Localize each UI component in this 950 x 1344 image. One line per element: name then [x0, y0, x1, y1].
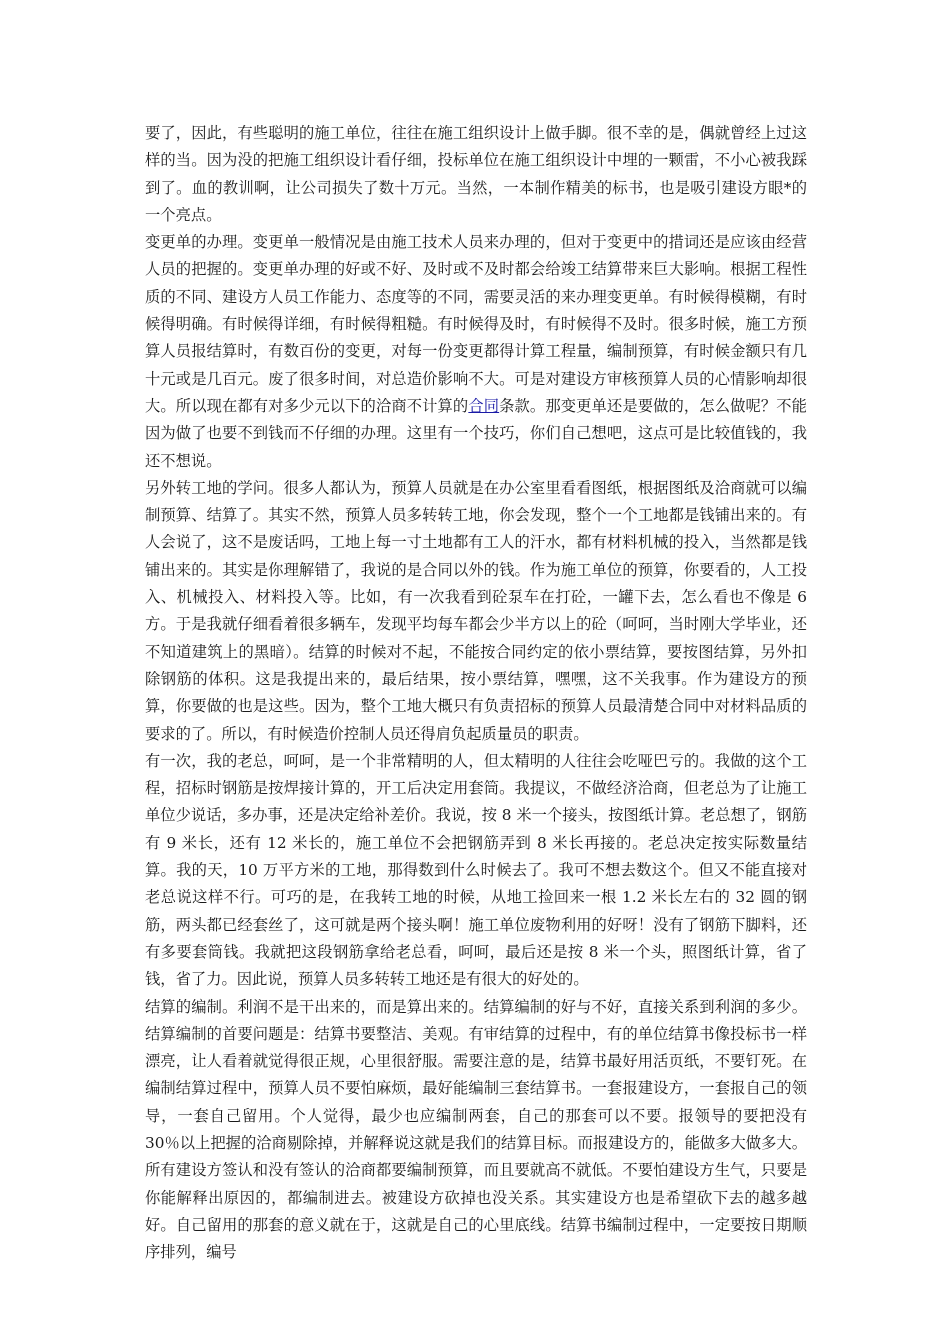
document-page [145, 120, 807, 1266]
paragraph-settlement-preparation: 结算的编制。利润不是干出来的，而是算出来的。结算编制的好与不好，直接关系到利润的多少。结算编制的首要问题是：结算书要整洁、美观。有审结算的过程中，有的单位结算书像投标书一样漂亮，让人看着就觉得很正规，心里很舒服。需要注意的是，结算书最好用活页纸，不要钉死。在编制结算过程中，预算人员不要怕麻烦，最好能编制三套结算书。一套报建设方，一套报自己的领导，一套自己留用。个人觉得，最少也应编制两套，自己的那套可以不要。报领导的要把没有 30％以上把握的洽商剔除掉，并解释说这就是我们的结算目标。而报建设方的，能做多大做多大。所有建设方签认和没有签认的洽商都要编制预算，而且要就高不就低。不要怕建设方生气，只要是你能解释出原因的，都编制进去。被建设方砍掉也没关系。其实建设方也是希望砍下去的越多越好。自己留用的那套的意义就在于，这就是自己的心里底线。结算书编制过程中，一定要按日期顺序排列，编号 [145, 997, 807, 1262]
contract-link[interactable]: 合同 [468, 396, 500, 415]
paragraph-rebar-story: 有一次，我的老总，呵呵，是一个非常精明的人，但太精明的人往往会吃哑巴亏的。我做的这个工程，招标时钢筋是按焊接计算的，开工后决定用套筒。我提议，不做经济洽商，但老总为了让施工单位少说话，多办事，还是决定给补差价。我说，按 8 米一个接头，按图纸计算。老总想了，钢筋有 9 米长，还有 12 米长的，施工单位不会把钢筋弄到 8 米长再接的。老总决定按实际数量结算。我的天，10 万平方米的工地，那得数到什么时候去了。我可不想去数这个。但又不能直接对老总说这样不行。可巧的是，在我转工地的时候，从地工捡回来一根 1.2 米长左右的 32 圆的钢筋，两头都已经套丝了，这可就是两个接头啊！施工单位废物利用的好呀！没有了钢筋下脚料，还有多要套筒钱。我就把这段钢筋拿给老总看，呵呵，最后还是按 8 米一个头，照图纸计算，省了钱，省了力。因此说，预算人员多转转工地还是有很大的好处的。 [145, 751, 807, 989]
paragraph-site-visits: 另外转工地的学问。很多人都认为，预算人员就是在办公室里看看图纸，根据图纸及洽商就可以编制预算、结算了。其实不然，预算人员多转转工地，你会发现，整个一个工地都是钱铺出来的。有人会说了，这不是废话吗，工地上每一寸土地都有工人的汗水，都有材料机械的投入，当然都是钱铺出来的。其实是你理解错了，我说的是合同以外的钱。作为施工单位的预算，你要看的，人工投入、机械投入、材料投入等。比如，有一次我看到砼泵车在打砼，一罐下去，怎么看也不像是 6 方。于是我就仔细看着很多辆车，发现平均每车都会少半方以上的砼（呵呵，当时刚大学毕业，还不知道建筑上的黑暗）。结算的时候对不起，不能按合同约定的依小票结算，要按图结算，另外扣除钢筋的体积。这是我提出来的，最后结果，按小票结算，嘿嘿，这不关我事。作为建设方的预算，你要做的也是这些。因为，整个工地大概只有负责招标的预算人员最清楚合同中对材料品质的要求的了。所以，有时候造价控制人员还得肩负起质量员的职责。 [145, 478, 807, 743]
paragraph-change-orders-text-1: 变更单的办理。变更单一般情况是由施工技术人员来办理的，但对于变更中的措词还是应该由经营人员的把握的。变更单办理的好或不好、及时或不及时都会给竣工结算带来巨大影响。根据工程性质的不同、建设方人员工作能力、态度等的不同，需要灵活的来办理变更单。有时候得模糊，有时候得明确。有时候得详细，有时候得粗糙。有时候得及时，有时候得不及时。很多时候，施工方预算人员报结算时，有数百份的变更，对每一份变更都得计算工程量，编制预算，有时候金额只有几十元或是几百元。废了很多时间，对总造价影响不大。可是对建设方审核预算人员的心情影响却很大。所以现在都有对多少元以下的洽商不计算的 [145, 233, 807, 415]
paragraph-change-orders [145, 229, 807, 475]
paragraph-change-orders-text-2: 条款。那变更单还是要做的，怎么做呢？不能因为做了也要不到钱而不仔细的办理。这里有一个技巧，你们自己想吧，这点可是比较值钱的，我还不想说。 [145, 396, 807, 470]
paragraph-construction-design: 要了，因此，有些聪明的施工单位，往往在施工组织设计上做手脚。很不幸的是，偶就曾经上过这样的当。因为没的把施工组织设计看仔细，投标单位在施工组织设计中埋的一颗雷，不小心被我踩到了。血的教训啊，让公司损失了数十万元。当然，一本制作精美的标书，也是吸引建设方眼*的一个亮点。 [145, 124, 807, 224]
